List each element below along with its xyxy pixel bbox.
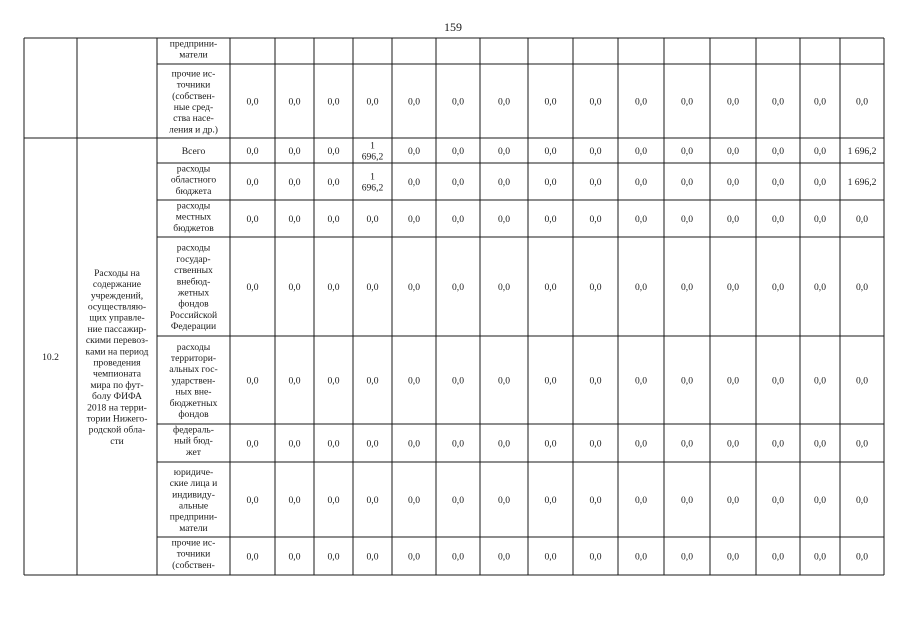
row-label: Федерации — [170, 321, 217, 333]
table-cell: 0,0 — [814, 176, 826, 188]
table-cell: 0,0 — [498, 438, 510, 450]
row-label: ские лица и — [169, 478, 218, 490]
row-label: фондов — [178, 298, 209, 310]
table-cell: 0,0 — [856, 96, 868, 108]
table-cell: 0,0 — [727, 213, 739, 225]
table-cell: 0,0 — [366, 281, 379, 293]
table-cell: 0,0 — [681, 438, 693, 450]
table-cell: 0,0 — [681, 176, 693, 188]
item-name: болу ФИФА — [92, 391, 142, 403]
table-cell: 0,0 — [814, 438, 826, 450]
table-cell: 0,0 — [327, 438, 340, 450]
item-name: ками на период — [85, 346, 149, 358]
row-label: ственных — [174, 265, 213, 277]
table-cell: 0,0 — [589, 96, 602, 108]
page-number: 159 — [444, 20, 462, 34]
table-cell: 0,0 — [246, 551, 259, 563]
item-name: осуществляю- — [87, 301, 147, 313]
row-label: расходы — [176, 200, 211, 212]
row-label: ные сред- — [173, 102, 214, 113]
table-cell: 0,0 — [327, 375, 340, 387]
table-cell: 0,0 — [727, 145, 739, 157]
row-label: прочие ис- — [171, 537, 216, 549]
row-label: (собствен- — [172, 90, 215, 102]
table-cell: 0,0 — [544, 551, 557, 563]
table-cell: 0,0 — [408, 213, 420, 225]
table-cell: 0,0 — [635, 213, 647, 225]
table-cell: 0,0 — [635, 375, 647, 387]
row-label: предприни- — [169, 511, 218, 523]
row-label: бюджета — [175, 185, 212, 197]
table-cell: 0,0 — [288, 176, 301, 188]
table-cell: 0,0 — [814, 281, 826, 293]
table-cell: 0,0 — [544, 176, 557, 188]
table-cell: 0,0 — [727, 281, 739, 293]
table-cell: 0,0 — [452, 145, 464, 157]
table-cell: 0,0 — [814, 145, 826, 157]
row-label: бюджетных — [169, 397, 218, 409]
table-cell: 0,0 — [366, 375, 379, 387]
table-cell: 0,0 — [589, 281, 602, 293]
table-cell: 0,0 — [856, 438, 868, 450]
row-label: матели — [179, 49, 208, 61]
table-cell: 0,0 — [246, 494, 259, 506]
table-cell: 0,0 — [366, 213, 379, 225]
table-cell: 0,0 — [288, 551, 301, 563]
table-cell: 0,0 — [544, 438, 557, 450]
table-cell: 0,0 — [327, 145, 340, 157]
table-cell: 0,0 — [681, 281, 693, 293]
table-cell: 0,0 — [589, 375, 602, 387]
table-cell: 0,0 — [681, 551, 693, 563]
table-cell: 0,0 — [408, 494, 420, 506]
row-label: матели — [179, 522, 208, 534]
table-cell: 0,0 — [772, 551, 784, 563]
table-cell: 0,0 — [452, 96, 464, 108]
row-label: местных — [175, 211, 212, 223]
row-label: расходы — [176, 242, 211, 254]
table-cell: 0,0 — [408, 281, 420, 293]
table-cell: 0,0 — [288, 281, 301, 293]
table-cell: 0,0 — [635, 176, 647, 188]
row-label: альные — [178, 500, 209, 512]
row-label: точники — [176, 79, 211, 91]
row-label: расходы — [176, 341, 211, 353]
table-cell: 0,0 — [814, 96, 826, 108]
table-cell: 0,0 — [544, 281, 557, 293]
table-cell: 0,0 — [498, 145, 510, 157]
table-cell: 0,0 — [772, 176, 784, 188]
table-cell: 0,0 — [452, 281, 464, 293]
row-label: жетных — [177, 287, 210, 299]
row-label: ударствен- — [171, 375, 216, 387]
table-cell: 0,0 — [452, 213, 464, 225]
item-name: щих управле- — [89, 312, 145, 324]
table-cell: 0,0 — [452, 375, 464, 387]
table-cell: 0,0 — [327, 281, 340, 293]
table-cell: 0,0 — [408, 551, 420, 563]
table-cell: 0,0 — [635, 551, 647, 563]
table-cell: 1 696,2 — [847, 176, 877, 188]
row-label: ных вне- — [175, 386, 212, 398]
table-cell: 0,0 — [681, 213, 693, 225]
item-number: 10.2 — [42, 351, 59, 363]
table-cell: 0,0 — [452, 176, 464, 188]
table-cell: 0,0 — [814, 494, 826, 506]
row-label: (собствен- — [172, 559, 215, 571]
table-cell: 0,0 — [498, 96, 510, 108]
item-name: содержание — [92, 279, 142, 291]
row-label: индивиду- — [172, 489, 215, 501]
table-cell: 0,0 — [589, 494, 602, 506]
table-cell: 0,0 — [327, 176, 340, 188]
item-name: родской обла- — [88, 424, 146, 436]
table-cell: 0,0 — [814, 213, 826, 225]
table-cell: 0,0 — [635, 438, 647, 450]
item-name: чемпионата — [93, 368, 141, 380]
table-cell: 0,0 — [727, 375, 739, 387]
table-cell: 696,2 — [361, 182, 384, 194]
row-label: федераль- — [173, 424, 214, 436]
item-name: мира по фут- — [90, 379, 144, 391]
row-label: альных гос- — [169, 364, 218, 376]
table-cell: 0,0 — [408, 145, 420, 157]
table-cell: 0,0 — [589, 213, 602, 225]
table-cell: 1 696,2 — [847, 145, 877, 157]
table-cell: 0,0 — [635, 494, 647, 506]
row-label: ства насе- — [173, 113, 214, 125]
table-cell: 0,0 — [544, 375, 557, 387]
item-name: ние пассажир- — [87, 323, 147, 335]
table-cell: 0,0 — [856, 375, 868, 387]
row-label: Всего — [181, 145, 206, 157]
table-cell: 0,0 — [288, 145, 301, 157]
table-cell: 0,0 — [727, 494, 739, 506]
table-cell: 0,0 — [366, 96, 379, 108]
table-cell: 0,0 — [814, 551, 826, 563]
row-label: бюджетов — [173, 222, 214, 234]
row-label: фондов — [178, 409, 209, 420]
table-cell: 0,0 — [635, 281, 647, 293]
table-cell: 0,0 — [681, 96, 693, 108]
table-cell: 0,0 — [814, 375, 826, 387]
table-cell: 0,0 — [246, 96, 259, 108]
table-cell: 0,0 — [327, 96, 340, 108]
row-label: областного — [170, 174, 217, 186]
table-cell: 0,0 — [589, 145, 602, 157]
table-cell: 0,0 — [498, 494, 510, 506]
table-cell: 0,0 — [856, 213, 868, 225]
row-label: предприни- — [169, 38, 218, 50]
table-cell: 0,0 — [589, 438, 602, 450]
table-cell: 0,0 — [498, 551, 510, 563]
table-cell: 0,0 — [327, 551, 340, 563]
table-cell: 696,2 — [361, 151, 384, 163]
row-label: ный бюд- — [174, 435, 213, 447]
table-cell: 0,0 — [246, 438, 259, 450]
table-cell: 0,0 — [408, 438, 420, 450]
table-cell: 0,0 — [772, 96, 784, 108]
table-cell: 0,0 — [856, 494, 868, 506]
table-cell: 0,0 — [772, 494, 784, 506]
table-cell: 0,0 — [288, 494, 301, 506]
table-cell: 0,0 — [544, 145, 557, 157]
row-label: государ- — [176, 253, 211, 265]
table-cell: 0,0 — [681, 375, 693, 387]
table-cell: 0,0 — [498, 176, 510, 188]
table-cell: 0,0 — [727, 438, 739, 450]
table-cell: 0,0 — [366, 494, 379, 506]
row-label: территори- — [170, 353, 217, 364]
table-cell: 0,0 — [452, 438, 464, 450]
table-cell: 0,0 — [544, 96, 557, 108]
row-label: ления и др.) — [169, 124, 218, 136]
table-cell: 0,0 — [498, 213, 510, 225]
table-cell: 0,0 — [635, 145, 647, 157]
table-cell: 0,0 — [772, 438, 784, 450]
table-cell: 0,0 — [327, 213, 340, 225]
table-cell: 0,0 — [772, 213, 784, 225]
item-name: скими перевоз- — [85, 335, 149, 347]
table-cell: 0,0 — [772, 375, 784, 387]
table-cell: 0,0 — [288, 375, 301, 387]
table-cell: 0,0 — [366, 438, 379, 450]
table-cell: 0,0 — [727, 176, 739, 188]
table-cell: 0,0 — [327, 494, 340, 506]
table-cell: 1 — [370, 140, 375, 152]
table-cell: 0,0 — [772, 145, 784, 157]
table-cell: 1 — [370, 171, 375, 183]
item-name: проведения — [93, 357, 141, 369]
row-label: внебюд- — [176, 276, 211, 288]
item-name: тории Нижего- — [86, 413, 148, 425]
table-cell: 0,0 — [246, 176, 259, 188]
table-cell: 0,0 — [408, 176, 420, 188]
table-cell: 0,0 — [288, 96, 301, 108]
item-name: сти — [110, 435, 124, 447]
table-cell: 0,0 — [452, 494, 464, 506]
row-label: жет — [186, 446, 201, 458]
table-cell: 0,0 — [856, 551, 868, 563]
row-label: расходы — [176, 163, 211, 175]
table-cell: 0,0 — [681, 494, 693, 506]
table-cell: 0,0 — [452, 551, 464, 563]
table-cell: 0,0 — [498, 281, 510, 293]
item-name: 2018 на терри- — [87, 402, 147, 414]
table-cell: 0,0 — [288, 438, 301, 450]
item-name: Расходы на — [94, 267, 140, 279]
table-cell: 0,0 — [408, 375, 420, 387]
table-cell: 0,0 — [246, 281, 259, 293]
table-cell: 0,0 — [856, 281, 868, 293]
table-cell: 0,0 — [727, 551, 739, 563]
table-cell: 0,0 — [681, 145, 693, 157]
row-label: Российской — [169, 309, 218, 321]
table-cell: 0,0 — [772, 281, 784, 293]
item-name: учреждений, — [90, 290, 144, 302]
table-cell: 0,0 — [727, 96, 739, 108]
table-cell: 0,0 — [544, 494, 557, 506]
table-cell: 0,0 — [366, 551, 379, 563]
row-label: точники — [176, 548, 211, 560]
table-cell: 0,0 — [589, 176, 602, 188]
table-cell: 0,0 — [589, 551, 602, 563]
table-cell: 0,0 — [544, 213, 557, 225]
table-cell: 0,0 — [498, 375, 510, 387]
table-cell: 0,0 — [246, 145, 259, 157]
table-cell: 0,0 — [635, 96, 647, 108]
table-cell: 0,0 — [246, 375, 259, 387]
row-label: юридиче- — [173, 466, 214, 478]
table-cell: 0,0 — [288, 213, 301, 225]
table-cell: 0,0 — [408, 96, 420, 108]
budget-table-text — [42, 38, 876, 570]
row-label: прочие ис- — [171, 68, 216, 80]
table-cell: 0,0 — [246, 213, 259, 225]
